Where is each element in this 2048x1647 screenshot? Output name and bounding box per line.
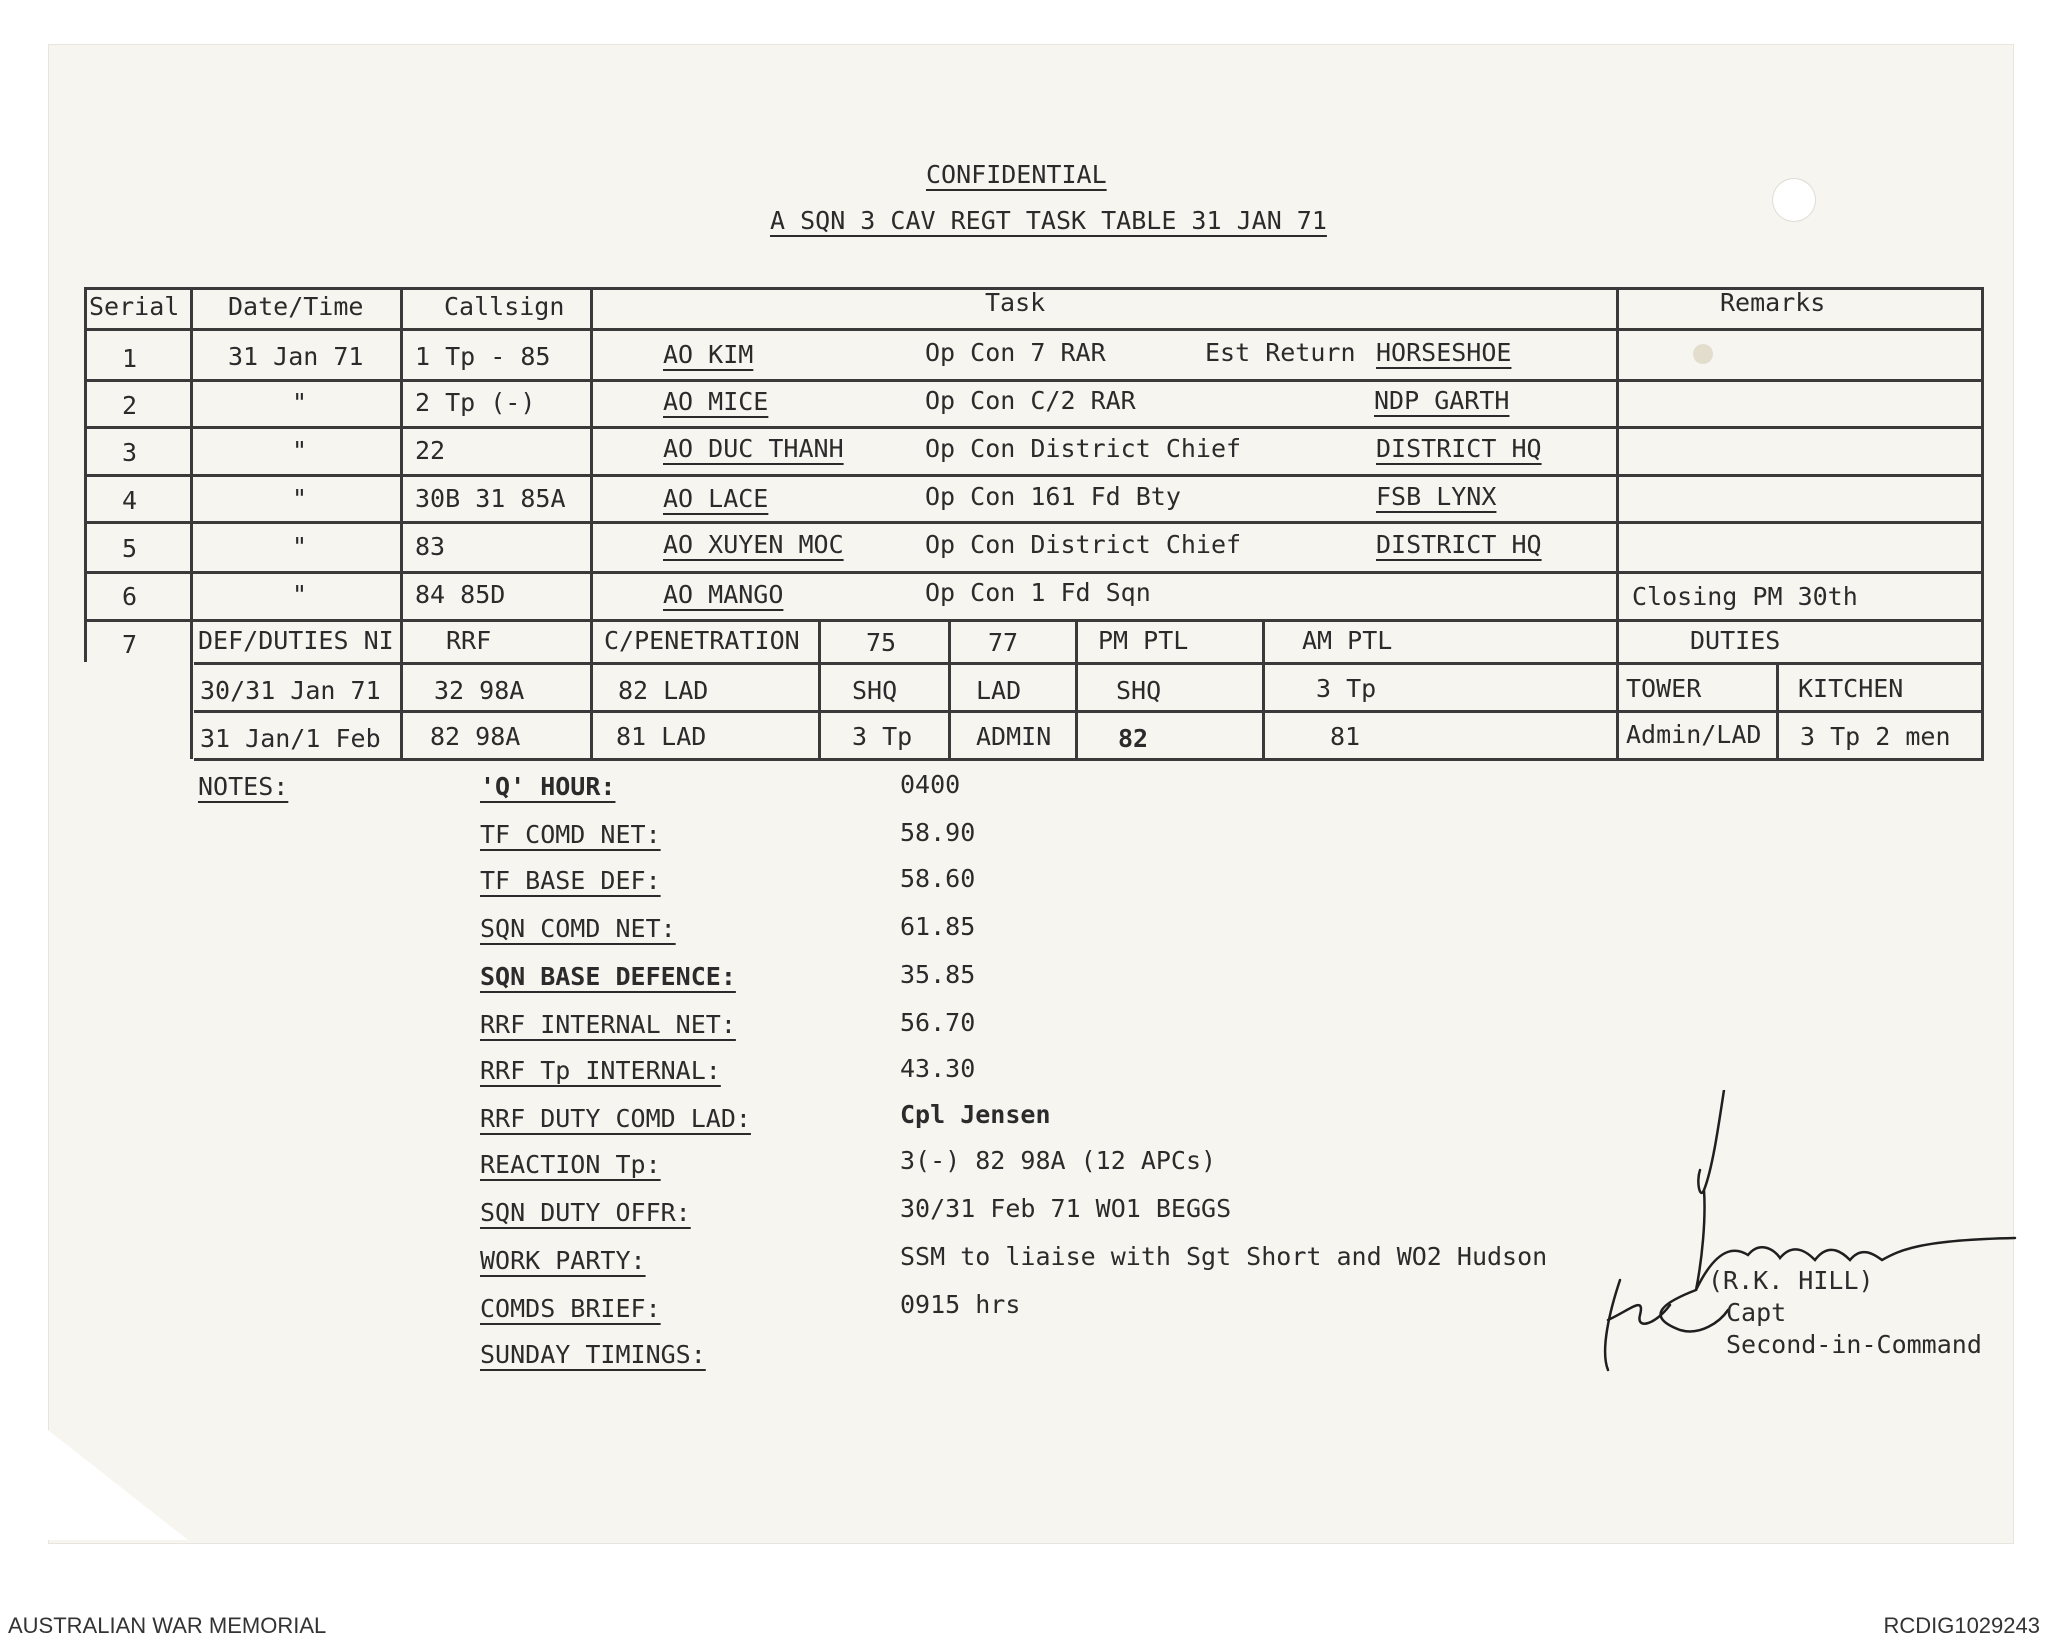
note-key: RRF INTERNAL NET: <box>480 1010 736 1039</box>
table-rule <box>194 710 1984 713</box>
row-remarks: Closing PM 30th <box>1632 582 1858 611</box>
note-value: 58.90 <box>900 818 976 847</box>
row-opcon: Op Con District Chief <box>925 530 1242 559</box>
signatory-rank: Capt <box>1726 1298 1787 1327</box>
row-callsign: 84 85D <box>415 580 506 609</box>
footer-source: AUSTRALIAN WAR MEMORIAL <box>8 1613 327 1638</box>
table-rule <box>84 521 1982 524</box>
note-key: TF COMD NET: <box>480 820 661 849</box>
note-key: RRF DUTY COMD LAD: <box>480 1104 751 1133</box>
table-rule <box>948 619 951 759</box>
duty-77: ADMIN <box>976 722 1052 751</box>
note-value: 56.70 <box>900 1008 976 1037</box>
table-rule <box>1981 287 1984 759</box>
duty-kitchen: KITCHEN <box>1798 674 1904 703</box>
duty-am-ptl: 3 Tp <box>1316 674 1377 703</box>
row-datetime: " <box>292 532 308 561</box>
row-serial: 3 <box>122 438 138 467</box>
table-rule <box>590 287 593 759</box>
row-callsign: 30B 31 85A <box>415 484 566 513</box>
footer-record-id: RCDIG1029243 <box>1883 1613 2040 1638</box>
note-value: Cpl Jensen <box>900 1100 1051 1129</box>
document-title: A SQN 3 CAV REGT TASK TABLE 31 JAN 71 <box>770 206 1327 235</box>
table-rule <box>84 571 1982 574</box>
note-key: SQN DUTY OFFR: <box>480 1198 691 1227</box>
table-rule <box>84 474 1982 477</box>
table-rule <box>194 758 1984 761</box>
note-key: REACTION Tp: <box>480 1150 661 1179</box>
row-ao: AO XUYEN MOC <box>663 530 844 559</box>
duty-75: SHQ <box>852 676 898 705</box>
note-key: TF BASE DEF: <box>480 866 661 895</box>
duties-header-def: DEF/DUTIES NI <box>198 626 394 655</box>
row-callsign: 22 <box>415 436 446 465</box>
row-datetime: " <box>292 484 308 513</box>
table-rule <box>818 619 821 759</box>
note-key: RRF Tp INTERNAL: <box>480 1056 721 1085</box>
row-datetime: " <box>292 436 308 465</box>
row-serial: 2 <box>122 391 138 420</box>
note-key: SUNDAY TIMINGS: <box>480 1340 706 1369</box>
duty-kitchen: 3 Tp 2 men <box>1800 722 1951 751</box>
table-rule <box>1776 662 1779 759</box>
duties-serial: 7 <box>122 630 138 659</box>
note-value: 3(-) 82 98A (12 APCs) <box>900 1146 1217 1175</box>
duties-header-pm-ptl: PM PTL <box>1098 626 1189 655</box>
table-rule <box>84 379 1982 382</box>
table-rule <box>1262 619 1265 759</box>
col-header-callsign: Callsign <box>444 292 565 321</box>
note-value: SSM to liaise with Sgt Short and WO2 Hudson <box>900 1242 1548 1271</box>
duties-header-penetration: C/PENETRATION <box>604 626 800 655</box>
row-ao: AO DUC THANH <box>663 434 844 463</box>
note-value: 30/31 Feb 71 WO1 BEGGS <box>900 1194 1232 1223</box>
folded-corner <box>48 1430 188 1540</box>
row-datetime: " <box>292 580 308 609</box>
table-rule <box>1075 619 1078 759</box>
signatory-appointment: Second-in-Command <box>1726 1330 1982 1359</box>
row-callsign: 1 Tp - 85 <box>415 342 551 371</box>
table-rule <box>84 328 1982 331</box>
duty-tower: TOWER <box>1626 674 1702 703</box>
row-datetime: 31 Jan 71 <box>228 342 364 371</box>
row-destination: FSB LYNX <box>1376 482 1497 511</box>
note-key: WORK PARTY: <box>480 1246 646 1275</box>
table-rule <box>194 662 1984 665</box>
duty-penetration: 82 LAD <box>618 676 709 705</box>
row-ao: AO MICE <box>663 387 769 416</box>
notes-label: NOTES: <box>198 772 289 801</box>
row-ao: AO MANGO <box>663 580 784 609</box>
table-rule <box>84 619 1982 622</box>
duty-75: 3 Tp <box>852 722 913 751</box>
duty-rrf: 82 98A <box>430 722 521 751</box>
duties-header-duties: DUTIES <box>1690 626 1781 655</box>
note-key: COMDS BRIEF: <box>480 1294 661 1323</box>
note-value: 35.85 <box>900 960 976 989</box>
col-header-remarks: Remarks <box>1720 288 1826 317</box>
row-destination: DISTRICT HQ <box>1376 530 1542 559</box>
row-ao: AO LACE <box>663 484 769 513</box>
duty-tower: Admin/LAD <box>1626 720 1762 749</box>
duty-date: 30/31 Jan 71 <box>200 676 381 705</box>
duty-penetration: 81 LAD <box>616 722 707 751</box>
duties-header-am-ptl: AM PTL <box>1302 626 1393 655</box>
duties-header-77: 77 <box>988 628 1019 657</box>
row-serial: 1 <box>122 344 138 373</box>
note-value: 0915 hrs <box>900 1290 1021 1319</box>
col-header-datetime: Date/Time <box>228 292 364 321</box>
col-header-task: Task <box>985 288 1046 317</box>
note-value: 58.60 <box>900 864 976 893</box>
punch-hole <box>1772 178 1816 222</box>
row-callsign: 2 Tp (-) <box>415 388 536 417</box>
note-key: SQN BASE DEFENCE: <box>480 962 736 991</box>
table-rule <box>400 287 403 759</box>
duty-am-ptl: 81 <box>1330 722 1361 751</box>
row-destination: DISTRICT HQ <box>1376 434 1542 463</box>
note-value: 61.85 <box>900 912 976 941</box>
row-serial: 6 <box>122 582 138 611</box>
row-opcon: Op Con 7 RAR <box>925 338 1106 367</box>
duty-pm-ptl: 82 <box>1118 724 1149 753</box>
note-key: 'Q' HOUR: <box>480 772 616 801</box>
duty-77: LAD <box>976 676 1022 705</box>
paper-stain <box>1693 344 1713 364</box>
row-ao: AO KIM <box>663 340 754 369</box>
table-rule <box>84 426 1982 429</box>
row-serial: 5 <box>122 534 138 563</box>
row-destination: HORSESHOE <box>1376 338 1512 367</box>
row-opcon: Op Con 1 Fd Sqn <box>925 578 1151 607</box>
table-rule <box>190 287 193 759</box>
classification-heading: CONFIDENTIAL <box>926 160 1107 189</box>
table-rule <box>84 287 87 662</box>
row-opcon: Op Con C/2 RAR <box>925 386 1136 415</box>
note-key: SQN COMD NET: <box>480 914 676 943</box>
duty-rrf: 32 98A <box>434 676 525 705</box>
note-value: 0400 <box>900 770 961 799</box>
duty-pm-ptl: SHQ <box>1116 676 1162 705</box>
row-serial: 4 <box>122 486 138 515</box>
row-opcon: Op Con District Chief <box>925 434 1242 463</box>
row-callsign: 83 <box>415 532 446 561</box>
signatory-name: (R.K. HILL) <box>1708 1266 1874 1295</box>
note-value: 43.30 <box>900 1054 976 1083</box>
row-extra: Est Return <box>1205 338 1356 367</box>
signature-block <box>1600 1090 2020 1380</box>
duties-header-rrf: RRF <box>446 626 492 655</box>
duty-date: 31 Jan/1 Feb <box>200 724 381 753</box>
duties-header-75: 75 <box>866 628 897 657</box>
row-destination: NDP GARTH <box>1374 386 1510 415</box>
table-rule <box>1616 287 1619 759</box>
col-header-serial: Serial <box>89 292 180 321</box>
row-datetime: " <box>292 388 308 417</box>
row-opcon: Op Con 161 Fd Bty <box>925 482 1181 511</box>
